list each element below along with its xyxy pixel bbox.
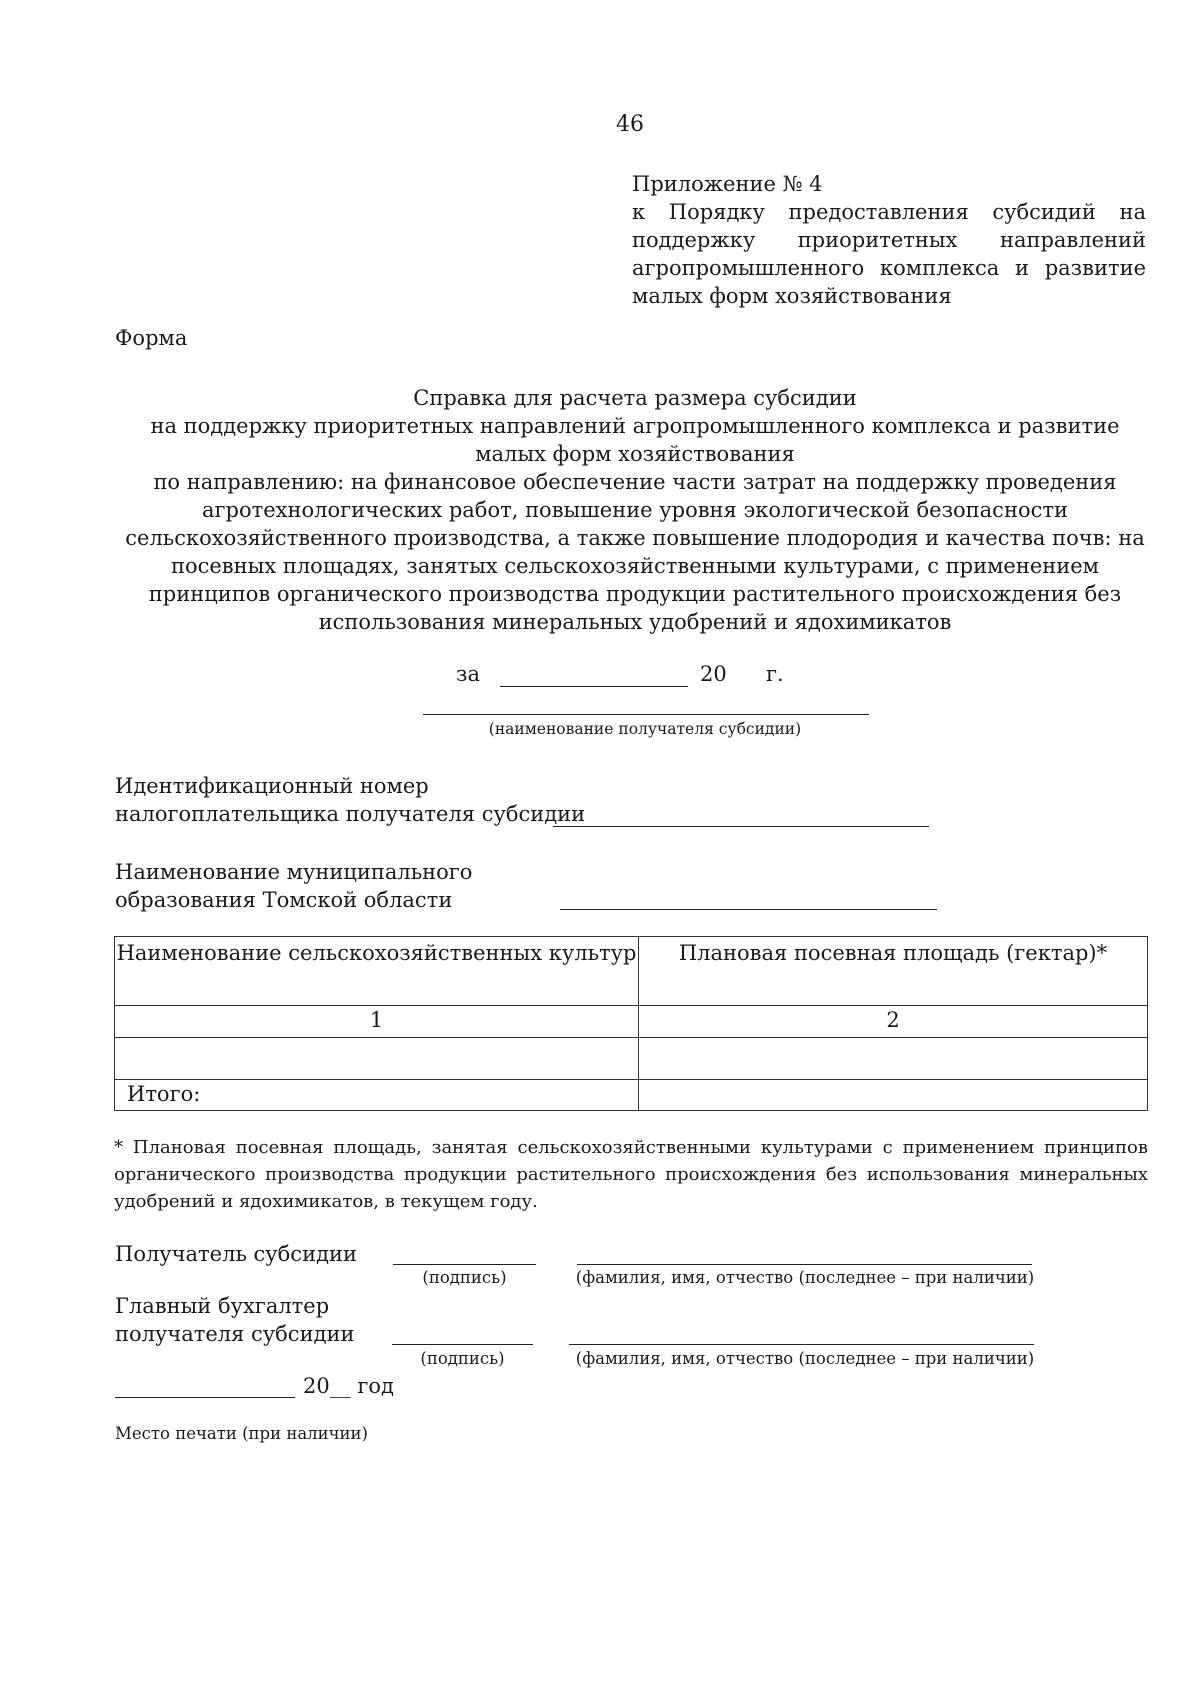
form-label: Форма bbox=[115, 326, 188, 350]
period-blank-line[interactable] bbox=[500, 686, 688, 687]
total-label: Итого: bbox=[115, 1080, 639, 1111]
stamp-note: Место печати (при наличии) bbox=[115, 1424, 368, 1443]
table-row bbox=[115, 1038, 1148, 1080]
heading-line: использования минеральных удобрений и ядохимикатов bbox=[318, 610, 952, 634]
crop-area-table bbox=[114, 936, 1148, 1111]
crop-name-cell[interactable] bbox=[115, 1038, 639, 1080]
heading-line: на поддержку приоритетных направлений агропромышленного комплекса и развитие bbox=[150, 414, 1120, 438]
chief-accountant-label-line: получателя субсидии bbox=[115, 1322, 355, 1346]
heading-line: по направлению: на финансовое обеспечение части затрат на поддержку проведения bbox=[153, 470, 1117, 494]
heading-line: сельскохозяйственного производства, а также повышение плодородия и качества почв: на bbox=[125, 526, 1145, 550]
document-heading bbox=[110, 384, 1160, 636]
header-crop-name: Наименование сельскохозяйственных культур bbox=[115, 937, 639, 1006]
annex-text: к Порядку предоставления субсидий на поддержку приоритетных направлений агропромышленного комплекса и развитие малых форм хозяйствования bbox=[632, 200, 1146, 308]
heading-line: Справка для расчета размера субсидии bbox=[413, 386, 857, 410]
heading-line: посевных площадях, занятых сельскохозяйственными культурами, с применением bbox=[170, 554, 1100, 578]
inn-label-line: налогоплательщика получателя субсидии bbox=[115, 802, 586, 826]
municipality-label-line: образования Томской области bbox=[115, 888, 453, 912]
recipient-signature-caption: (подпись) bbox=[422, 1268, 507, 1287]
period-prefix: за bbox=[456, 662, 480, 686]
page-number: 46 bbox=[616, 112, 644, 137]
chief-accountant-label-line: Главный бухгалтер bbox=[115, 1294, 330, 1318]
heading-line: малых форм хозяйствования bbox=[475, 442, 795, 466]
table-header-row bbox=[115, 937, 1148, 1006]
heading-line: агротехнологических работ, повышение уровня экологической безопасности bbox=[202, 498, 1068, 522]
annex-block bbox=[632, 170, 1146, 310]
recipient-name-caption: (наименование получателя субсидии) bbox=[488, 720, 802, 738]
recipient-signature-label: Получатель субсидии bbox=[115, 1242, 357, 1266]
total-value-cell[interactable] bbox=[639, 1080, 1148, 1111]
date-year: 20__ год bbox=[303, 1374, 394, 1398]
recipient-signature-line[interactable] bbox=[393, 1264, 536, 1265]
chief-accountant-full-name-line[interactable] bbox=[569, 1344, 1034, 1345]
recipient-full-name-line[interactable] bbox=[577, 1264, 1032, 1265]
chief-accountant-name-caption: (фамилия, имя, отчество (последнее – при наличии) bbox=[575, 1349, 1035, 1368]
planned-area-cell[interactable] bbox=[639, 1038, 1148, 1080]
date-day-month-line[interactable] bbox=[115, 1397, 295, 1398]
period-year: 20 bbox=[700, 662, 727, 686]
column-number: 2 bbox=[639, 1006, 1148, 1038]
chief-accountant-signature-caption: (подпись) bbox=[420, 1349, 505, 1368]
period-suffix: г. bbox=[766, 662, 784, 686]
header-planned-area: Плановая посевная площадь (гектар)* bbox=[639, 937, 1148, 1006]
inn-input-line[interactable] bbox=[553, 826, 929, 827]
table-column-numbers-row bbox=[115, 1006, 1148, 1038]
column-number: 1 bbox=[115, 1006, 639, 1038]
inn-label-line: Идентификационный номер bbox=[115, 774, 429, 798]
municipality-input-line[interactable] bbox=[560, 909, 937, 910]
municipality-label bbox=[115, 858, 472, 914]
recipient-name-caption: (фамилия, имя, отчество (последнее – при наличии) bbox=[575, 1268, 1035, 1287]
recipient-name-line[interactable] bbox=[423, 714, 869, 715]
inn-label bbox=[115, 772, 585, 828]
table-total-row bbox=[115, 1080, 1148, 1111]
footnote: * Плановая посевная площадь, занятая сельскохозяйственными культурами с применением принципов органического производства продукции растительного происхождения без использования минеральных удобрений и ядохимикатов, в текущем году. bbox=[114, 1137, 1148, 1212]
chief-accountant-label bbox=[115, 1292, 355, 1348]
chief-accountant-signature-line[interactable] bbox=[392, 1344, 533, 1345]
heading-line: принципов органического производства продукции растительного происхождения без bbox=[148, 582, 1122, 606]
municipality-label-line: Наименование муниципального bbox=[115, 860, 473, 884]
annex-title: Приложение № 4 bbox=[632, 172, 823, 196]
